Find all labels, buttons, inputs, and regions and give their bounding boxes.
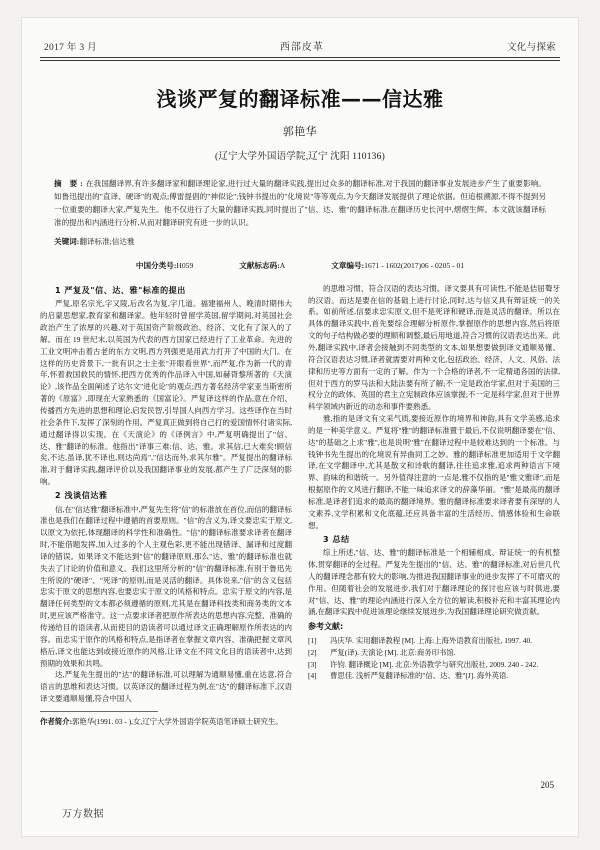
abstract-label: 摘 要: [54, 178, 86, 188]
paper-sheet [22, 18, 578, 836]
abstract-text: 在我国翻译界,有许多翻译家和翻译理论家,进行过大量的翻译实践,提出过众多的翻译标准,对于我国的翻译事业发展进步产生了重要影响。如鲁迅提出的"直译、硬译"的观点;傅雷提倡的"神似论";钱钟书提出的"化境说"等等观点,为今天翻译发展提供了理论依据。但追根溯源,不得不提到另一位重要的翻译大家,严复先生。他不仅进行了大量的翻译实践,同时提出了"信、达、雅"的翻译标准,在翻译历史长河中,熠熠生辉。本文就该翻译标准的提出和内涵进行分析,从而对翻译研究有进一步的认识。 [54, 178, 546, 227]
reference-text: 曹思佳. 浅析严复翻译标准的"信、达、雅"[J]. 海外英语. [330, 671, 509, 681]
page-title: 浅谈严复的翻译标准——信达雅 [156, 86, 444, 111]
running-head-right: 文化与探索 [506, 43, 556, 53]
paragraph: 严复,原名宗光,字又陵,后改名为复,字几道。福建福州人、晚清时期伟大的启蒙思想家,教育家和翻译家。他年轻时曾留学英国,留学期间,对英国社会政治产生了浓厚的兴趣,对于英国资产阶级政治、经济、文化有了深入的了解。而在 19 世纪末,以英国为代表的西方国家已经进行了工业革命。先进的工业文明冲击着古老的东方文明,西方列强更是用武力打开了中国的大门。在这样的历史背景下,一批有识之士主张"开眼看世界",而严复,作为新一代的青年,怀着救国救民的情怀,把西方优秀的作品译入中国,如赫胥黎所著的《天演论》,该作品全面阐述了达尔文"进化论"的观点;西方著名经济学家亚当斯密所著的《原富》,即现在大家熟悉的《国富论》。严复译这样的作品,意在介绍、传播西方先进的思想和理论,启发民智,引导国人向西方学习。这些译作在当时社会条件下,发挥了深刻的作用。严复真正做到将自己打的爱国情怀付诸实际,通过翻译得以实现。在《天演论》的《译例言》中,严复明确提出了"信、达、雅"翻译的标准。他指出"译事三难:信、达、雅。求其信,已大难矣!顾信矣,不达,虽译,犹不译也,则达尚焉","信达而外,求其尔雅"。严复提出的翻译标准,对于翻译实践,翻译评价以及我国翻译事业的发展,都产生了广泛深刻的影响。 [40, 299, 292, 487]
classification-line [40, 260, 560, 271]
paragraph: 达,严复先生提出的"达"的翻译标准,可以理解为通顺易懂,重在达意,符合语言的思维和表达习惯。以英译汉的翻译过程为例,在"达"的翻译标准下,汉语译文要通顺易懂,符合中国人 [40, 670, 292, 704]
paragraph: 雅,指的是译文有文采气质,要接近原作的境界和神韵,具有文学美感,追求的是一种美学意义。严复将"雅"的翻译标准置于最后,不仅说明翻译要在"信、达"的基础之上求"雅",也是说明"雅"在翻译过程中是较难达到的一个标准。与钱钟书先生提出的化境说有异曲同工之妙。雅的翻译标准更加适用于文学翻译,在文学翻译中,尤其是散文和诗歌的翻译,往往追求雅,追求两种语言下境界、韵味的和谐统一。另外值得注意的一点是,雅不仅指的是"雅文雅译",而是根据原作的文风进行翻译,不能一味追求译文的辞藻华丽。"雅"是最高的翻译标准,是译者们追求的最高的翻译境界。雅的翻译标准要求译者要有深厚的人文素养,文学积累和文化底蕴,还应具备丰富的生活经历、情感体验和生命联想。 [308, 414, 560, 530]
reference-item [308, 659, 560, 671]
page-number: 205 [540, 780, 554, 790]
article-id-label: 文章编号: [331, 260, 365, 270]
clc-number [136, 260, 193, 271]
running-head-center: 西部皮革 [279, 42, 324, 53]
column-left [40, 283, 292, 728]
reference-text: 许钧. 翻译概论 [M]. 北京:外语教学与研究出版社, 2009. 240 - 242. [330, 659, 539, 669]
reference-item [308, 670, 560, 682]
document-code-label: 文献标志码: [239, 260, 280, 270]
reference-number: [2] [308, 647, 317, 657]
references-list [308, 635, 560, 682]
header-rule [40, 57, 560, 61]
author-bio-footnote [40, 716, 292, 727]
running-head [40, 38, 560, 57]
paragraph: 综上所述,"信、达、雅"的翻译标准是一个相辅相成、辩证统一的有机整体,贯穿翻译的全过程。严复先生提出的"信、达、雅"的翻译标准,对后世几代人的翻译理念都有较大的影响,为推进我国翻译事业的进步发挥了不可磨灭的作用。但随着社会的发展进步,我们对于翻译理论的探讨也应该与时俱进,要对"信、达、雅"的理论内涵进行深入全方位的解读,积极补充和丰富其理论内涵,在翻译实践中促进该理论继续发展进步,为我国翻译理论研究做贡献。 [308, 548, 560, 617]
keywords-label: 关键词: [54, 236, 80, 246]
keywords-block [54, 236, 546, 247]
reference-item [308, 635, 560, 647]
reference-number: [3] [308, 659, 317, 669]
database-watermark: 万方数据 [62, 809, 104, 820]
title-block [40, 83, 560, 162]
reference-item [308, 647, 560, 659]
author-name: 郭艳华 [282, 125, 318, 138]
document-code-value: A [279, 260, 286, 270]
body-columns [40, 283, 560, 728]
reference-text: 冯庆华. 实用翻译教程 [M]. 上海:上海外语教育出版社, 1997. 40. [330, 635, 533, 645]
keywords-text: 翻译标准;信达雅 [79, 236, 135, 246]
section-heading-3: 3 总结 [323, 534, 350, 544]
article-id-value: 1671 - 1602(2017)06 - 0205 - 01 [364, 260, 465, 270]
column-right [308, 283, 560, 728]
running-head-left: 2017 年 3 月 [44, 43, 97, 53]
reference-number: [4] [308, 671, 317, 681]
references-title: 参考文献: [308, 622, 344, 632]
reference-number: [1] [308, 635, 317, 645]
paragraph: 信,在"信达雅"翻译标准中,严复先生将"信"的标准放在首位,而信的翻译标准也是我们在翻译过程中遵循的首要原则。"信"的含义为,译文要忠实于原文,以原文为依托,体现翻译的科学性和准确性。"信"的翻译标准要求译者在翻译时,不能借题发挥,加入过多的个人主观色彩,更不能出现错译、漏译和过度翻译的错误。如果译文不能达到"信"的翻译原则,那么"达、雅"的翻译标准也就失去了讨论的价值和意义。我们这里所分析的"信"的翻译标准,有别于鲁迅先生所说的"硬译"、"死译"的原则,而是灵活的翻译。具体说来,"信"的含义包括忠实于原文的思想内容,也要忠实于原文的风格和特点。忠实于原文的内容,是翻译任何类型的文本都必须遵循的原则,尤其是在翻译科技类和商务类的文本时,更应该严格准守。这一点要求译者把原作所表达的思想内容,完整、准确的传递给目的语读者,从而使目的语读者可以通过译文正确理解原作所表达的内容。而忠实于原作的风格和特点,是指译者在掌握文章内容、准确把握文章风格后,译文也能达到或接近原作的风格,让译文在不同文化目的语读者中,达到预期的效果和共鸣。 [40, 504, 292, 668]
section-heading-1: 1 严复及"信、达、雅"标准的提出 [55, 285, 186, 295]
footnote-rule [40, 711, 158, 712]
author-bio-text: 郭艳华(1991. 03 - ),女,辽宁大学外国语学院英语笔译硕士研究生。 [72, 716, 283, 726]
reference-text: 严复(译). 天演论 [M]. 北京:商务印书馆. [330, 647, 456, 657]
clc-number-label: 中国分类号: [135, 260, 177, 270]
article-id [331, 260, 464, 271]
document-code [239, 260, 285, 271]
abstract-block [54, 177, 546, 229]
author-bio-label: 作者简介: [40, 716, 73, 726]
page-content [40, 38, 560, 826]
paragraph: 的思维习惯、符合汉语的表达习惯。译文要具有可读性,不能是佶屈聱牙的汉语。而达是要在信的基础上进行讨论,同时,达与信又具有辩证统一的关系。如前所述,信要求忠实原文,但不是死译和硬译,而是灵活的翻译。所以在具体的翻译实践中,首先要综合理解分析原作,掌握原作的思想内容,然后将原文的句子结构做必要的理顺和调整,最后用地道,符合习惯的汉语表达出来。此外,翻译实践中,译者会接触到不同类型的文本,如果想要做到译文通顺易懂、符合汉语表达习惯,译者就需要对两种文化,包括政治、经济、人文、风俗、法律和历史等方面有一定的了解。作为一个合格的译者,不一定精通各国的法律,但对于西方的罗马法和大陆法要有所了解;不一定是政治学家,但对于美国的三权分立的政体、英国的君主立宪制政体应该掌握;不一定是科学家,但对于世界科学领域内新近的动态和事件要熟悉。 [308, 283, 560, 412]
section-heading-2: 2 浅谈信达雅 [55, 490, 108, 500]
author-affiliation: (辽宁大学外国语学院,辽宁 沈阳 110136) [215, 151, 385, 162]
clc-number-value: H059 [176, 260, 194, 270]
